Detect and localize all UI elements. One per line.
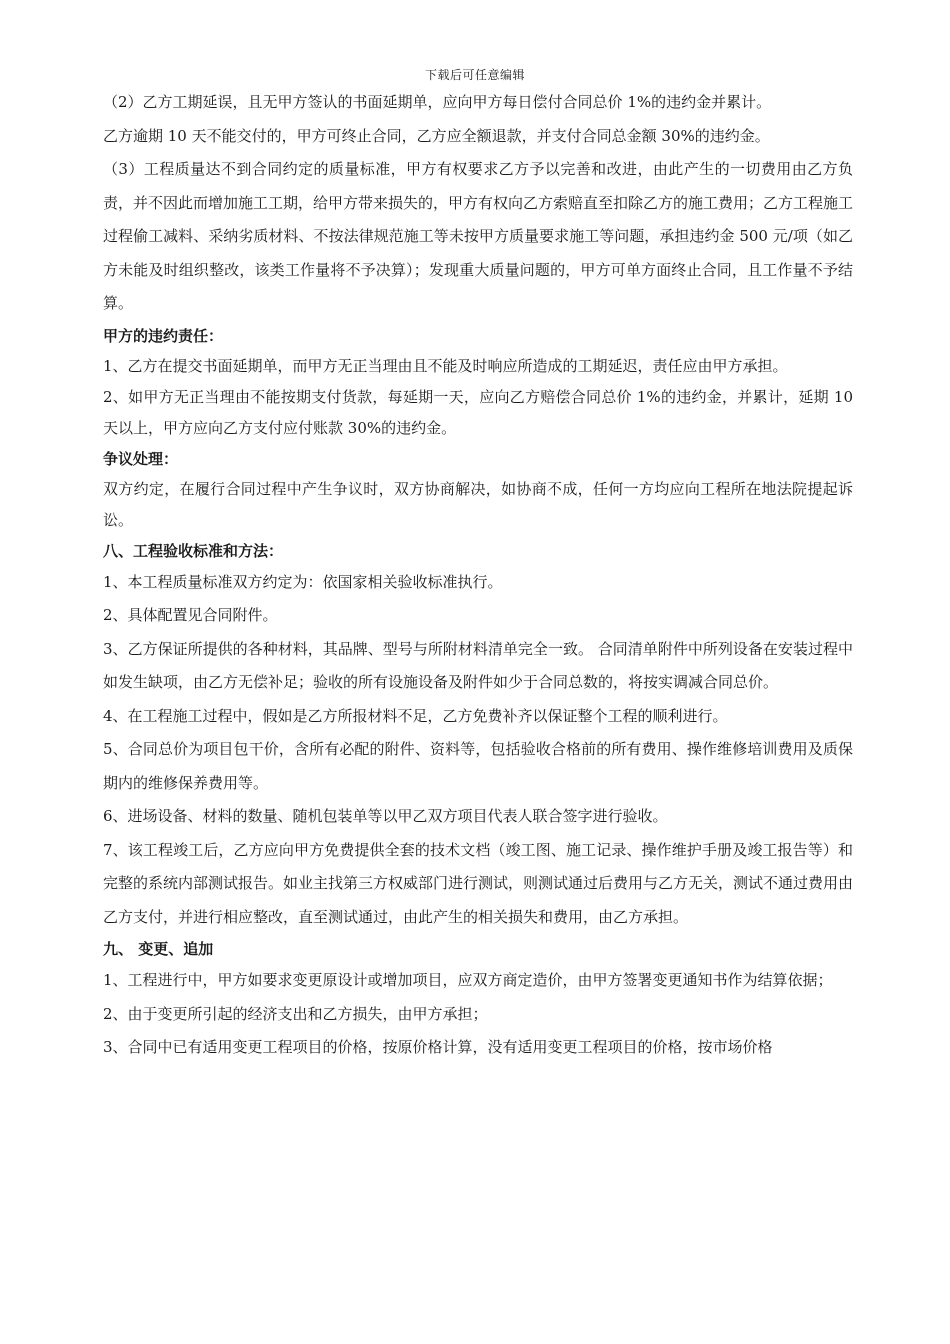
- dispute-resolution-text: 双方约定，在履行合同过程中产生争议时，双方协商解决，如协商不成，任何一方均应向工程所在地法院提起诉讼。: [103, 479, 853, 529]
- document-body: [103, 86, 853, 1065]
- heading-section-8-acceptance: 八、工程验收标准和方法：: [103, 541, 284, 560]
- clause-overdue-10-days: 乙方逾期 10 天不能交付的，甲方可终止合同，乙方应全额退款，并支付合同总金额 30%的违约金。: [103, 126, 770, 145]
- clause-3-quality-standard: （3）工程质量达不到合同约定的质量标准，甲方有权要求乙方予以完善和改进，由此产生的一切费用由乙方负责，并不因此而增加施工工期，给甲方带来损失的，甲方有权向乙方索赔直至扣除乙方的施工费用；乙方工程施工过程偷工减料、采纳劣质材料、不按法律规范施工等未按甲方质量要求施工等问题，承担违约金 500 元/项（如乙方未能及时组织整改，该类工作量将不予决算）；发现重大质量问题的，甲方可单方面终止合同，且工作量不予结算。: [103, 160, 854, 312]
- clause-2-delay-penalty: （2）乙方工期延误，且无甲方签认的书面延期单，应向甲方每日偿付合同总价 1%的违约金并累计。: [103, 93, 772, 111]
- acceptance-item-7: 7、该工程竣工后，乙方应向甲方免费提供全套的技术文档（竣工图、施工记录、操作维护手册及竣工报告等）和完整的系统内部测试报告。如业主找第三方权威部门进行测试，则测试通过后费用与乙方无关，测试不通过费用由乙方支付，并进行相应整改，直至测试通过，由此产生的相关损失和费用，由乙方承担。: [103, 840, 854, 926]
- heading-section-9-changes: 九、 变更、追加: [103, 940, 214, 958]
- party-a-liability-item-2: 2、如甲方无正当理由不能按期支付货款，每延期一天，应向乙方赔偿合同总价 1%的违约金，并累计，延期 10 天以上，甲方应向乙方支付应付账款 30%的违约金。: [103, 387, 853, 437]
- acceptance-item-2: 2、具体配置见合同附件。: [103, 606, 278, 624]
- heading-party-a-liability: 甲方的违约责任：: [103, 326, 224, 345]
- changes-item-2: 2、由于变更所引起的经济支出和乙方损失，由甲方承担；: [103, 1004, 488, 1023]
- changes-item-1: 1、工程进行中，甲方如要求变更原设计或增加项目，应双方商定造价，由甲方签署变更通知书作为结算依据；: [103, 971, 833, 989]
- acceptance-item-1: 1、本工程质量标准双方约定为：依国家相关验收标准执行。: [103, 572, 503, 591]
- acceptance-item-4: 4、在工程施工过程中，假如是乙方所报材料不足，乙方免费补齐以保证整个工程的顺利进行。: [103, 706, 728, 725]
- changes-item-3: 3、合同中已有适用变更工程项目的价格，按原价格计算，没有适用变更工程项目的价格，按市场价格: [103, 1038, 773, 1056]
- acceptance-item-5: 5、合同总价为项目包干价，含所有必配的附件、资料等，包括验收合格前的所有费用、操作维修培训费用及质保期内的维修保养费用等。: [103, 740, 853, 792]
- acceptance-item-3: 3、乙方保证所提供的各种材料，其品牌、型号与所附材料清单完全一致。 合同清单附件中所列设备在安装过程中如发生缺项，由乙方无偿补足；验收的所有设施设备及附件如少于合同总数的，将按实调减合同总价。: [103, 639, 853, 691]
- header-note: 下载后可任意编辑: [424, 68, 525, 82]
- heading-dispute-resolution: 争议处理：: [103, 449, 179, 468]
- acceptance-item-6: 6、进场设备、材料的数量、随机包装单等以甲乙双方项目代表人联合签字进行验收。: [103, 807, 668, 825]
- party-a-liability-item-1: 1、乙方在提交书面延期单，而甲方无正当理由且不能及时响应所造成的工期延迟，责任应由甲方承担。: [103, 356, 788, 375]
